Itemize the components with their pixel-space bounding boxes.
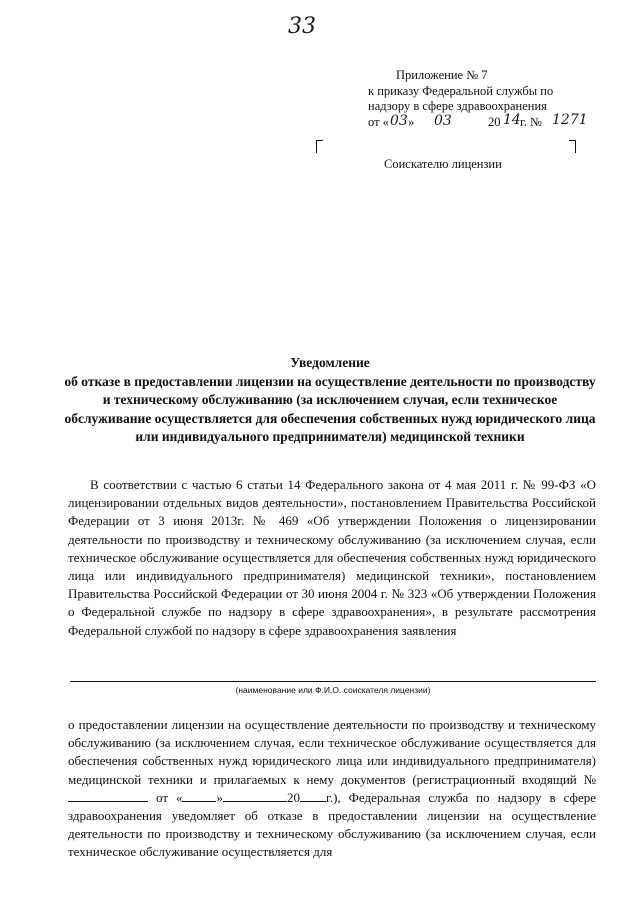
document-title (60, 354, 600, 447)
reg-number-blank (68, 789, 148, 802)
notification-text-4: 20 (286, 789, 300, 805)
title-subtitle: об отказе в предоставлении лицензии на осуществление деятельности по производству и техническому обслуживанию (за исключением случая, если техническое обслуживание осуществляется для обеспечения собственных нужд юридического лица или индивидуального предпринимателя) медицинской техники (64, 373, 596, 444)
date-day: 03 (390, 112, 408, 129)
address-bracket-right (569, 140, 576, 153)
order-number: 1271 (552, 111, 588, 128)
notification-text-5: г.), Федеральная служба по надзору в сфере здравоохранения уведомляет об отказе в предоставлении лицензии на осуществление деятельности по производству и техническому обслуживанию (за исключением случая, если техническое обслуживание осуществляется для (68, 789, 596, 860)
appendix-date-line (368, 111, 618, 133)
recipient: Соискателю лицензии (384, 157, 502, 171)
reg-day-blank (182, 789, 216, 802)
date-prefix: от « (368, 114, 389, 129)
date-close: » (408, 114, 415, 129)
page-number: 33 (288, 14, 316, 39)
date-year-prefix: 20 (488, 114, 501, 129)
paragraph-legal-basis: В соответствии с частью 6 статьи 14 Федерального закона от 4 мая 2011 г. № 99-ФЗ «О лицензировании отдельных видов деятельности», постановлением Правительства Российской Федерации от 3 июня 2013г. № 469 «Об утверждении Положения о лицензировании деятельности по производству и техническому обслуживанию (за исключением случая, если техническое обслуживание осуществляется для обеспечения собственных нужд юридического лица или индивидуального предпринимателя) медицинской техники», постановлением Правительства Российской Федерации от 30 июня 2004 г. № 323 «Об утверждении Положения о Федеральной службе по надзору в сфере здравоохранения», в результате рассмотрения Федеральной службой по надзору в сфере здравоохранения заявления (68, 477, 596, 638)
title-heading: Уведомление (290, 355, 370, 370)
date-year-suffix: г. № (520, 114, 542, 129)
address-bracket-left (316, 140, 323, 153)
date-year: 14 (503, 111, 521, 128)
date-month: 03 (434, 112, 452, 129)
applicant-name-caption: (наименование или Ф.И.О. соискателя лицензии) (235, 685, 431, 695)
appendix-agency-line: надзору в сфере здравоохранения (368, 99, 547, 113)
notification-text-3: » (216, 789, 223, 805)
notification-text-1: о предоставлении лицензии на осуществление деятельности по производству и техническому обслуживанию (за исключением случая, если техническое обслуживание осуществляется для обеспечения собственных нужд юридического лица или индивидуального предпринимателя) медицинской техники и прилагаемых к нему документов (регистрационный входящий № (68, 717, 596, 787)
reg-month-blank (223, 789, 287, 802)
notification-text-2: от « (155, 789, 183, 805)
applicant-name-line (70, 681, 596, 682)
appendix-header (368, 68, 618, 133)
appendix-number: Приложение № 7 (396, 68, 488, 82)
reg-year-blank (300, 789, 326, 802)
paragraph-notification (68, 716, 596, 862)
appendix-order-line: к приказу Федеральной службы по (368, 83, 554, 98)
